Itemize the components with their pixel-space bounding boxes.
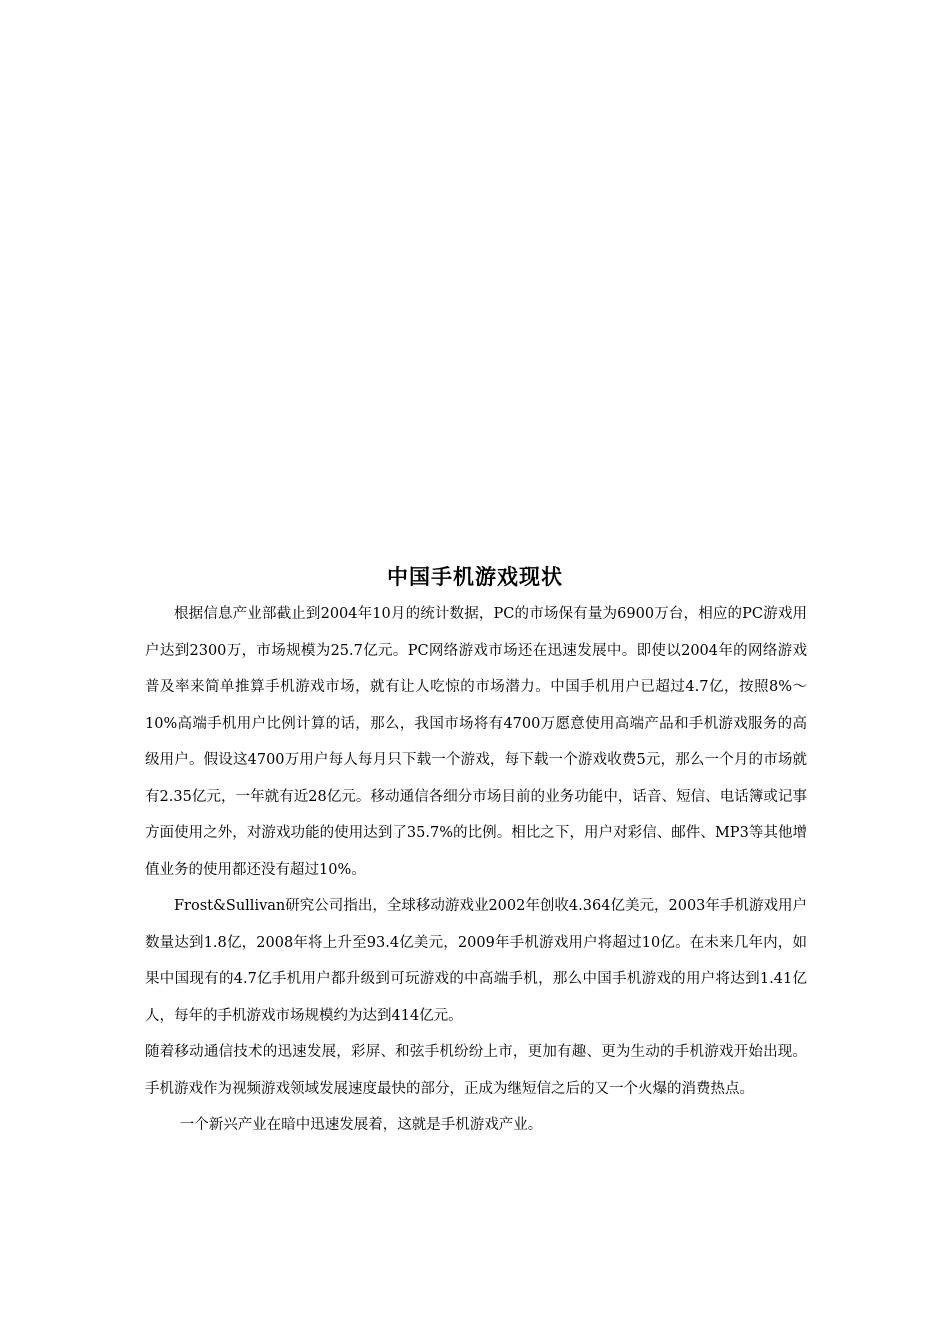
paragraph-emerging-industry: 一个新兴产业在暗中迅速发展着，这就是手机游戏产业。 <box>179 1117 543 1133</box>
paragraph-market-statistics: 根据信息产业部截止到2004年10月的统计数据，PC的市场保有量为6900万台，相应的PC游戏用户达到2300万，市场规模为25.7亿元。PC网络游戏市场还在迅速发展中。即使以2004年的网络游戏普及率来简单推算手机游戏市场，就有让人吃惊的市场潜力。中国手机用户已超过4.7亿，按照8%～10%高端手机用户比例计算的话，那么，我国市场将有4700万愿意使用高端产品和手机游戏服务的高级用户。假设这4700万用户每人每月只下载一个游戏，每下载一个游戏收费5元，那么一个月的市场就有2.35亿元，一年就有近28亿元。移动通信各细分市场目前的业务功能中，话音、短信、电话簿或记事方面使用之外，对游戏功能的使用达到了35.7%的比例。相比之下，用户对彩信、邮件、MP3等其他增值业务的使用都还没有超过10%。 <box>145 606 807 878</box>
paragraph-frost-sullivan: Frost&Sullivan研究公司指出，全球移动游戏业2002年创收4.364亿美元，2003年手机游戏用户数量达到1.8亿，2008年将上升至93.4亿美元，2009年手机游戏用户将超过10亿。在未来几年内，如果中国现有的4.7亿手机用户都升级到可玩游戏的中高端手机，那么中国手机游戏的用户将达到1.41亿人，每年的手机游戏市场规模约为达到414亿元。 <box>145 898 807 1024</box>
paragraph-technology-development: 随着移动通信技术的迅速发展，彩屏、和弦手机纷纷上市，更加有趣、更为生动的手机游戏开始出现。手机游戏作为视频游戏领域发展速度最快的部分，正成为继短信之后的又一个火爆的消费热点。 <box>145 1044 807 1097</box>
document-body <box>145 596 807 1144</box>
document-title: 中国手机游戏现状 <box>387 565 563 590</box>
